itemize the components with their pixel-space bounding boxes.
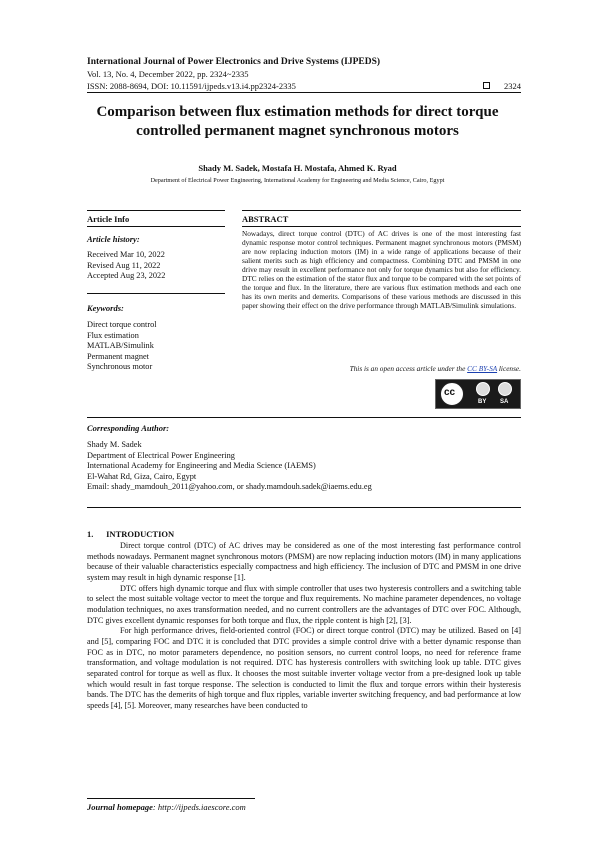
journal-homepage-label: Journal homepage — [87, 802, 153, 812]
title-line-2: controlled permanent magnet synchronous motors — [136, 123, 459, 139]
abstract-rule — [242, 226, 521, 227]
history-rule — [87, 293, 225, 294]
keyword-item: Direct torque control — [87, 320, 157, 329]
history-accepted: Accepted Aug 23, 2022 — [87, 271, 166, 281]
open-access-suffix: license. — [497, 364, 521, 373]
share-alike-icon — [498, 382, 512, 396]
corresponding-top-rule — [87, 417, 521, 418]
open-access-prefix: This is an open access article under the — [349, 364, 468, 373]
corresponding-address: El-Wahat Rd, Giza, Cairo, Egypt — [87, 471, 197, 481]
attribution-person-icon — [476, 382, 490, 396]
keyword-item: Flux estimation — [87, 330, 139, 340]
corresponding-heading: Corresponding Author: — [87, 423, 170, 433]
corresponding-department: Department of Electrical Power Engineering — [87, 450, 235, 460]
header-rule — [87, 92, 521, 93]
paragraph: DTC offers high dynamic torque and flux with simple controller that uses two hysteresis controllers and a switching table to select the most suitable voltage vector to meet the torque and flux requirements. No machine parameter dependences, no voltage modulation techniques, no axes transformation needed, and no current controllers are the advantages of DTC over FOC. Although, DTC gives excellent dynamic responses for both torque and flux, the ripple content is high [2], [3]. — [87, 583, 521, 625]
cc-label: cc — [444, 387, 456, 398]
corresponding-bottom-rule — [87, 507, 521, 508]
history-revised: Revised Aug 11, 2022 — [87, 260, 161, 270]
corresponding-institution: International Academy for Engineering and Media Science (IAEMS) — [87, 461, 316, 471]
cc-by-label: BY — [478, 399, 487, 405]
cc-sa-label: SA — [500, 399, 509, 405]
introduction-heading: 1. INTRODUCTION — [87, 529, 175, 539]
journal-homepage-url[interactable]: : http://ijpeds.iaescore.com — [152, 802, 246, 812]
square-icon — [483, 82, 490, 89]
license-link[interactable]: CC BY-SA — [467, 364, 498, 373]
volume-line: Vol. 13, No. 4, December 2022, pp. 2324~2335 — [87, 69, 249, 79]
paragraph: For high performance drives, field-oriented control (FOC) or direct torque control (DTC) may be utilized. Based on [4] and [5], comparing FOC and DTC it is concluded that DTC provides a simple control drive with a better dynamic response than FOC as in DTC, no motor parameters dependence, no position sensors, no current control loops, no need for reference frame transformation, and voltage modulation is not required. DTC has hysteresis controllers with switching look up table. DTC gives separated control for torque as well as flux. It chooses the most suitable inverter voltage vector from a pre-designed look up table which would result in fast torque response. The selection is conducted to limit the flux and torque errors within their hysteresis bands. The DTC has the demerits of high torque and flux ripples, variable inverter switching frequency, and bad performance at low speeds [4], [5]. Moreover, many researches have been conducted to — [87, 626, 521, 710]
journal-homepage — [87, 802, 246, 812]
abstract-top-rule — [242, 210, 521, 211]
corresponding-name: Shady M. Sadek — [87, 440, 142, 449]
journal-name: International Journal of Power Electronics and Drive Systems (IJPEDS) — [87, 57, 381, 67]
abstract-text: Nowadays, direct torque control (DTC) of AC drives is one of the most interesting fast dynamic response motor control techniques. Permanent magnet synchronous motors (PMSM) are now replacing induction motors (IM) in a wide range of applications because of their salient merits such as high efficiency and compactness. Combining DTC and PMSM in one drive may result in excellent performance not only for torque dynamics but also for efficiency. DTC relies on the estimation of the stator flux and torque to be compared with the set points of the torque and flux. In the literature, there are various flux estimation methods and each one has its own merits and demerits. Comparisons of these various methods are discussed in this paper showing their effect on the drive performance through MATLAB/Simulink simulations. — [242, 229, 521, 310]
issn-line: ISSN: 2088-8694, DOI: 10.11591/ijpeds.v13.i4.pp2324-2335 — [87, 81, 296, 91]
introduction-body — [87, 541, 521, 712]
title-line-1: Comparison between flux estimation methods for direct torque — [96, 104, 499, 120]
paragraph: Direct torque control (DTC) of AC drives may be considered as one of the most interesting fast performance control methods nowadays. Permanent magnet synchronous motors (PMSM) are now replacing induction motors (IM) in many applications because of their valuable characteristics especially compactness and high efficiency. The inclusion of DTC and PMSM in one drive system may result in high dynamic response [1]. — [87, 541, 521, 582]
history-list — [87, 250, 165, 282]
paper-title — [70, 103, 525, 141]
corresponding-email: Email: shady_mamdouh_2011@yahoo.com, or shady.mamdouh.sadek@iaems.edu.eg — [87, 482, 372, 492]
open-access-line — [242, 364, 521, 373]
cc-license-badge[interactable] — [435, 379, 521, 409]
history-received: Received Mar 10, 2022 — [87, 250, 165, 259]
corresponding-details — [87, 440, 372, 493]
abstract-heading: ABSTRACT — [242, 214, 289, 224]
page-number: 2324 — [504, 81, 521, 91]
article-info-heading: Article Info — [87, 214, 130, 224]
article-info-top-rule — [87, 210, 225, 211]
keyword-item: Permanent magnet — [87, 351, 149, 361]
footer-rule — [87, 798, 255, 799]
history-heading: Article history: — [87, 234, 140, 244]
keywords-heading: Keywords: — [87, 303, 124, 313]
article-info-rule — [87, 226, 225, 227]
keyword-item: Synchronous motor — [87, 362, 153, 372]
keyword-item: MATLAB/Simulink — [87, 341, 154, 351]
authors: Shady M. Sadek, Mostafa H. Mostafa, Ahmed K. Ryad — [198, 163, 397, 173]
affiliation: Department of Electrical Power Engineering, International Academy for Engineering and Media Science, Cairo, Egypt — [150, 177, 445, 184]
keywords-list — [87, 320, 157, 373]
